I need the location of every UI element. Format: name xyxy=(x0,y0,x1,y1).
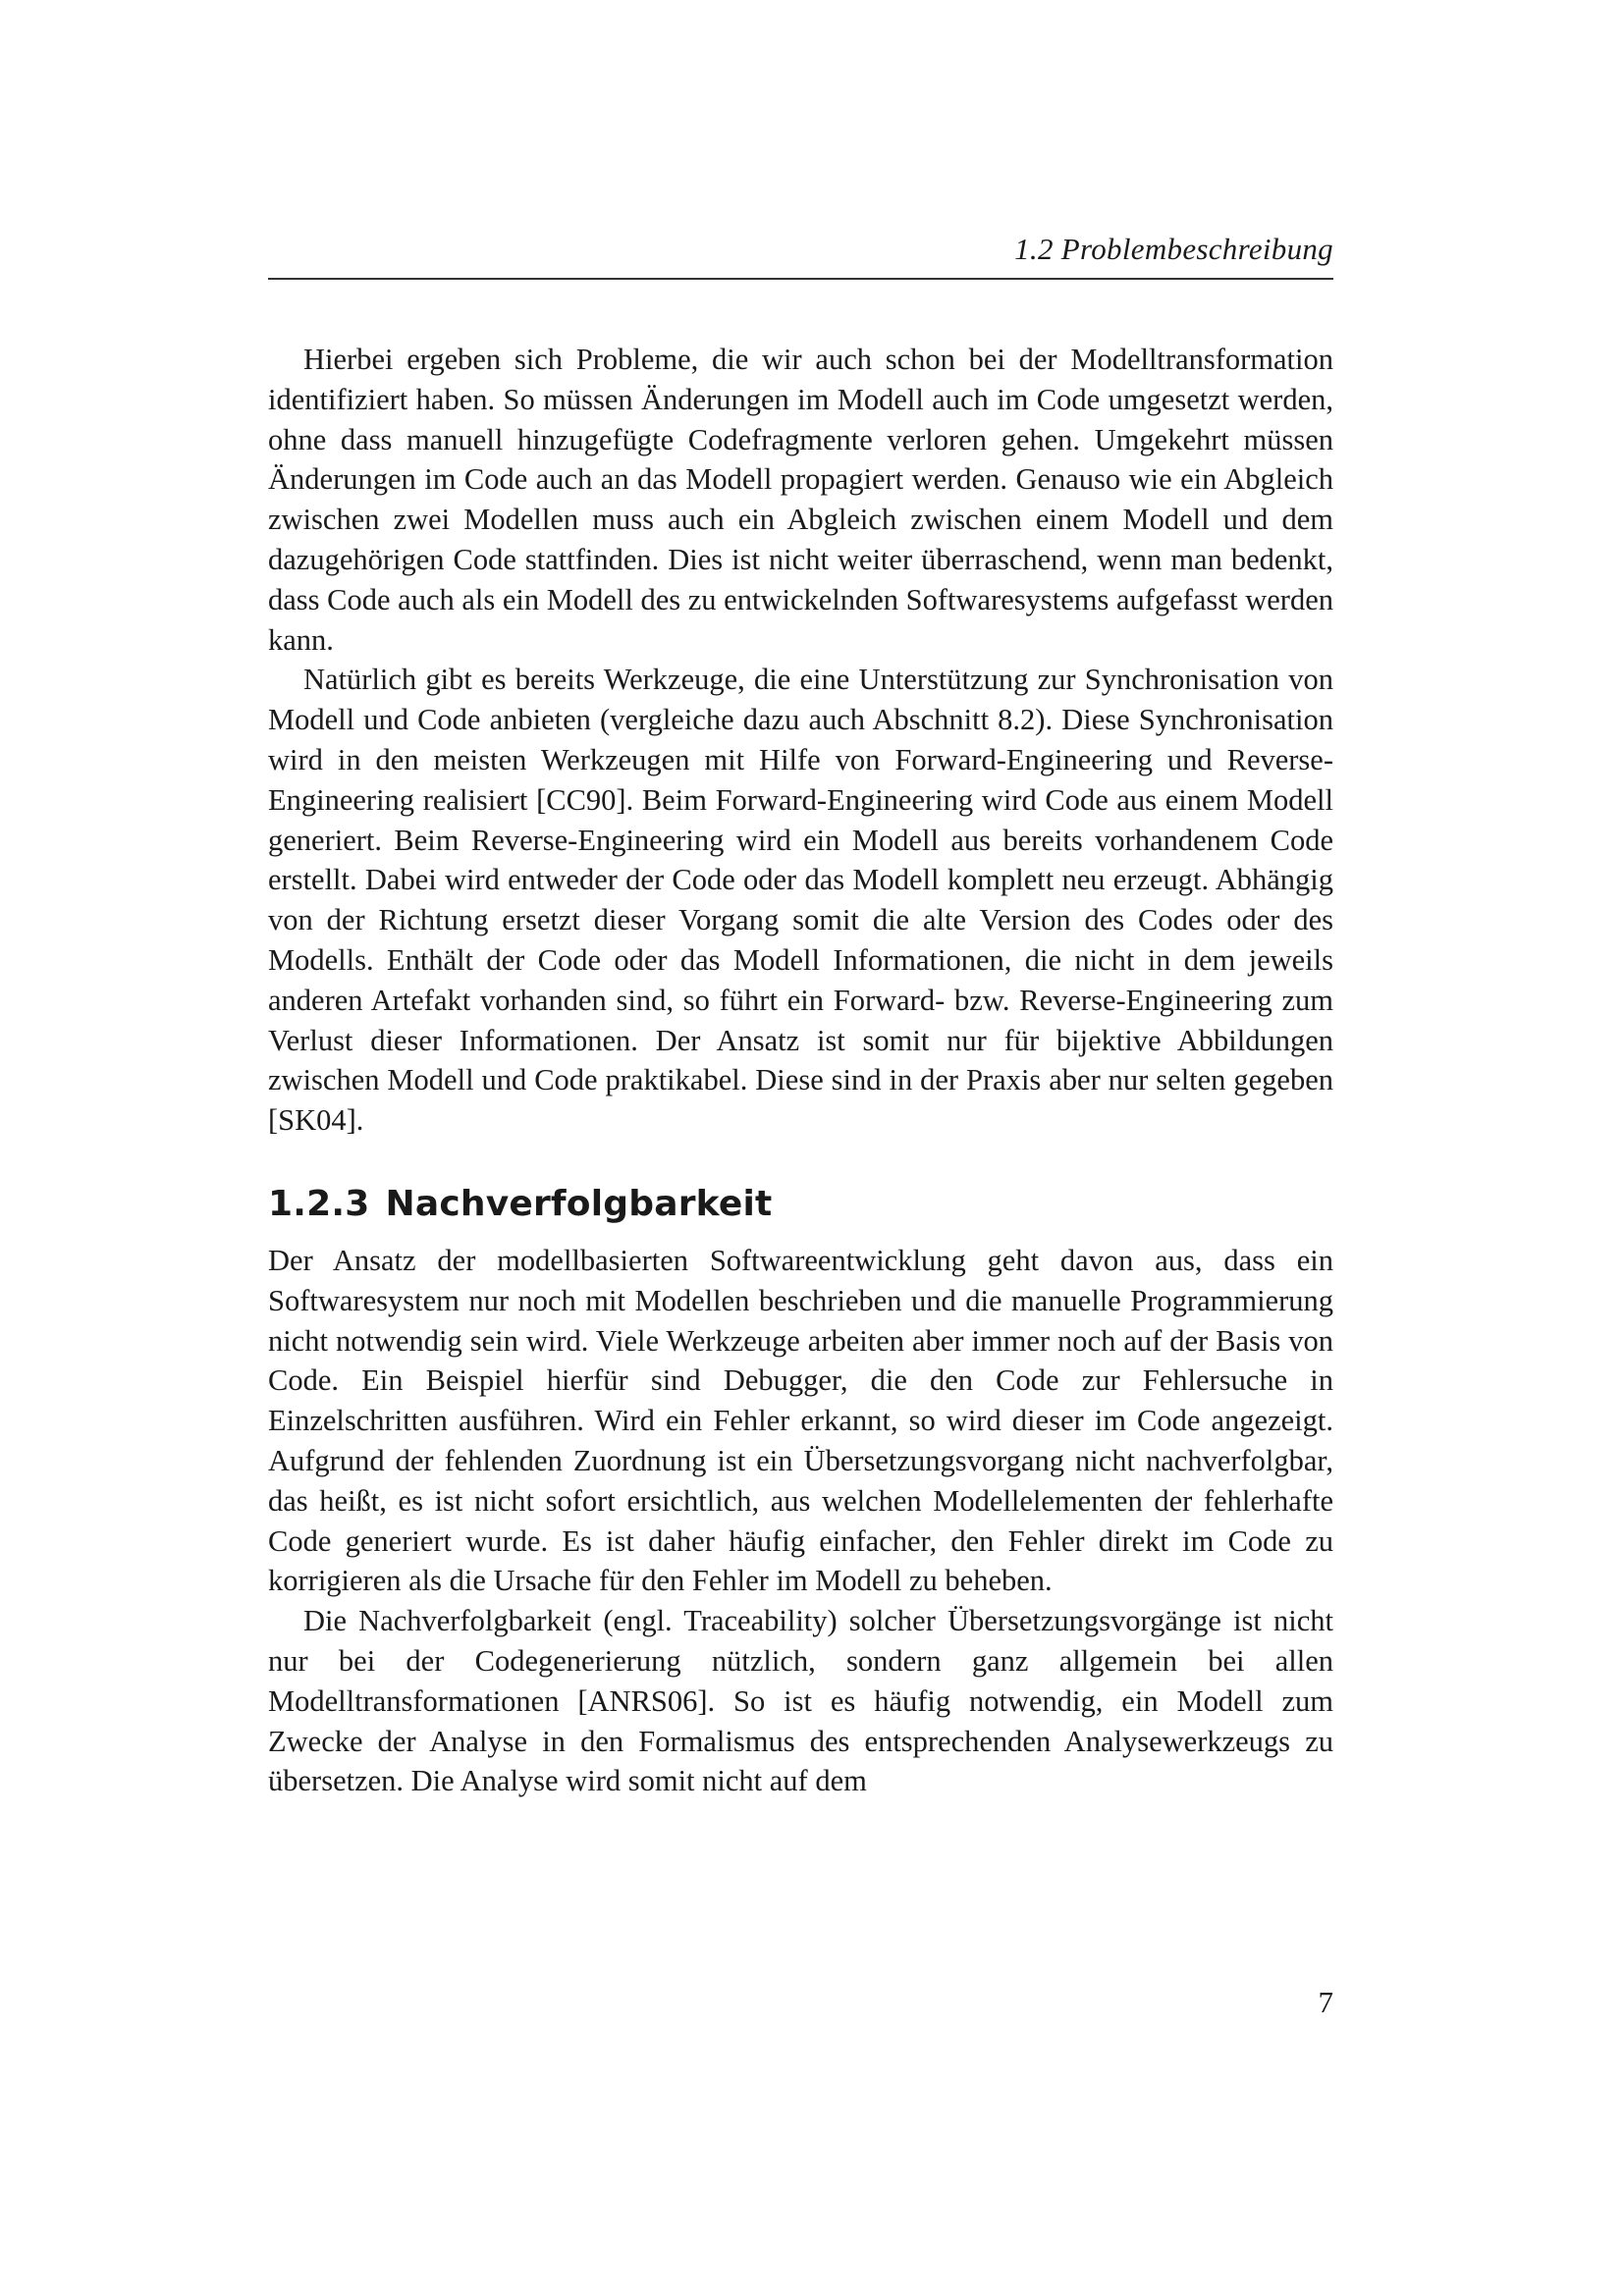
paragraph: Natürlich gibt es bereits Werkzeuge, die eine Unterstützung zur Synchronisation von Modell und Code anbieten (vergleiche dazu auch Abschnitt 8.2). Diese Synchronisation wird in den meisten Werkzeugen mit Hilfe von Forward-Engineering und Reverse-Engineering realisiert [CC90]. Beim Forward-Engineering wird Code aus einem Modell generiert. Beim Reverse-Engineering wird ein Modell aus bereits vorhandenem Code erstellt. Dabei wird entweder der Code oder das Modell komplett neu erzeugt. Abhängig von der Richtung ersetzt dieser Vorgang somit die alte Version des Codes oder des Modells. Enthält der Code oder das Modell Informationen, die nicht in dem jeweils anderen Artefakt vorhanden sind, so führt ein Forward- bzw. Reverse-Engineering zum Verlust dieser Informationen. Der Ansatz ist somit nur für bijektive Abbildungen zwischen Modell und Code praktikabel. Diese sind in der Praxis aber nur selten gegeben [SK04]. xyxy=(268,663,1333,1138)
paragraph: Hierbei ergeben sich Probleme, die wir auch schon bei der Modelltransformation identifiziert haben. So müssen Änderungen im Modell auch im Code umgesetzt werden, ohne dass manuell hinzugefügte Codefragmente verloren gehen. Umgekehrt müssen Änderungen im Code auch an das Modell propagiert werden. Genauso wie ein Abgleich zwischen zwei Modellen muss auch ein Abgleich zwischen einem Modell und dem dazugehörigen Code stattfinden. Dies ist nicht weiter überraschend, wenn man bedenkt, dass Code auch als ein Modell des zu entwickelnden Softwaresystems aufgefasst werden kann. xyxy=(268,343,1333,657)
paragraph: Der Ansatz der modellbasierten Softwareentwicklung geht davon aus, dass ein Softwaresystem nur noch mit Modellen beschrieben und die manuelle Programmierung nicht notwendig sein wird. Viele Werkzeuge arbeiten aber immer noch auf der Basis von Code. Ein Beispiel hierfür sind Debugger, die den Code zur Fehlersuche in Einzelschritten ausführen. Wird ein Fehler erkannt, so wird dieser im Code angezeigt. Aufgrund der fehlenden Zuordnung ist ein Übersetzungsvorgang nicht nachverfolgbar, das heißt, es ist nicht sofort ersichtlich, aus welchen Modellelementen der fehlerhafte Code generiert wurde. Es ist daher häufig einfacher, den Fehler direkt im Code zu korrigieren als die Ursache für den Fehler im Modell zu beheben. xyxy=(268,1243,1333,1598)
running-header: 1.2 Problembeschreibung xyxy=(1014,232,1333,266)
page-body xyxy=(268,340,1333,1801)
section-number: 1.2.3 xyxy=(268,1183,370,1224)
paragraph: Die Nachverfolgbarkeit (engl. Traceability) solcher Übersetzungsvorgänge ist nicht nur bei der Codegenerierung nützlich, sondern ganz allgemein bei allen Modelltransformationen [ANRS06]. So ist es häufig notwendig, ein Modell zum Zwecke der Analyse in den Formalismus des entsprechenden Analysewerkzeugs zu übersetzen. Die Analyse wird somit nicht auf dem xyxy=(268,1604,1333,1798)
header-rule xyxy=(268,278,1333,280)
section-heading xyxy=(268,1182,1333,1227)
page-number: 7 xyxy=(1318,1985,1333,2019)
section-title: Nachverfolgbarkeit xyxy=(385,1183,773,1224)
